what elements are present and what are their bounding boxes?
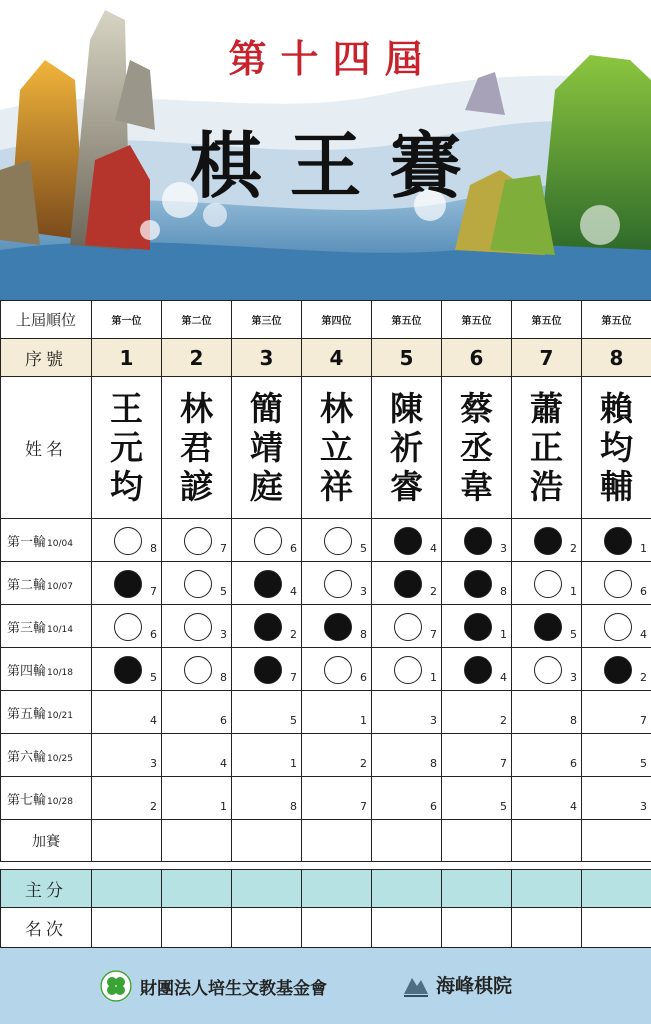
pairing-cell <box>92 734 162 777</box>
round-label: 第一輪 <box>7 534 47 550</box>
opponent-number: 8 <box>360 628 367 641</box>
seq-number: 3 <box>232 339 302 377</box>
opponent-number: 3 <box>570 671 577 684</box>
pairing-cell <box>92 777 162 820</box>
pairing-cell <box>302 519 372 562</box>
previous-rank-cell: 第五位 <box>372 301 442 339</box>
white-stone-icon <box>324 570 352 598</box>
player-name: 蕭正浩 <box>530 389 563 506</box>
black-stone-icon <box>604 656 632 684</box>
black-stone-icon <box>534 527 562 555</box>
white-stone-icon <box>604 570 632 598</box>
mountain-logo-icon <box>402 970 430 998</box>
gap-cell <box>1 862 651 870</box>
opponent-number: 8 <box>150 542 157 555</box>
pairing-cell <box>372 777 442 820</box>
previous-rank-cell: 第五位 <box>582 301 651 339</box>
opponent-number: 3 <box>220 628 227 641</box>
pairing-cell <box>442 734 512 777</box>
pairing-cell <box>302 777 372 820</box>
player-name: 蔡丞韋 <box>460 389 493 506</box>
opponent-number: 4 <box>290 585 297 598</box>
opponent-number: 4 <box>570 800 577 813</box>
opponent-number: 7 <box>640 714 647 727</box>
pairing-cell <box>302 691 372 734</box>
black-stone-icon <box>324 613 352 641</box>
opponent-number: 7 <box>290 671 297 684</box>
opponent-number: 8 <box>220 671 227 684</box>
round-label-cell <box>1 691 92 734</box>
white-stone-icon <box>184 656 212 684</box>
points-cell <box>442 870 512 908</box>
pairing-cell <box>512 519 582 562</box>
points-cell <box>92 870 162 908</box>
seq-number: 7 <box>512 339 582 377</box>
white-stone-icon <box>324 527 352 555</box>
previous-rank-cell: 第一位 <box>92 301 162 339</box>
sponsor-name: 財團法人培生文教基金會 <box>140 978 327 999</box>
round-date: 10/18 <box>47 667 73 678</box>
black-stone-icon <box>254 613 282 641</box>
pairing-cell <box>92 648 162 691</box>
opponent-number: 7 <box>150 585 157 598</box>
white-stone-icon <box>534 656 562 684</box>
opponent-number: 3 <box>360 585 367 598</box>
opponent-number: 2 <box>640 671 647 684</box>
opponent-number: 8 <box>290 800 297 813</box>
previous-rank-cell: 第五位 <box>442 301 512 339</box>
white-stone-icon <box>184 527 212 555</box>
pairing-cell <box>442 691 512 734</box>
black-stone-icon <box>254 570 282 598</box>
pairing-cell <box>232 562 302 605</box>
round-date: 10/25 <box>47 753 73 764</box>
previous-rank-cell: 第三位 <box>232 301 302 339</box>
pairing-cell <box>582 605 651 648</box>
place-cell <box>582 908 651 948</box>
pairing-cell <box>92 691 162 734</box>
opponent-number: 1 <box>430 671 437 684</box>
round-date: 10/28 <box>47 796 73 807</box>
opponent-number: 5 <box>290 714 297 727</box>
opponent-number: 6 <box>430 800 437 813</box>
playoff-label: 加賽 <box>1 820 92 862</box>
opponent-number: 5 <box>500 800 507 813</box>
opponent-number: 1 <box>570 585 577 598</box>
pairing-cell <box>442 519 512 562</box>
round-date: 10/14 <box>47 624 73 635</box>
player-name: 簡靖庭 <box>250 389 283 506</box>
player-name: 林立祥 <box>320 389 353 506</box>
pairing-cell <box>232 648 302 691</box>
points-cell <box>372 870 442 908</box>
pairing-cell <box>512 691 582 734</box>
previous-rank-cell: 第五位 <box>512 301 582 339</box>
points-cell <box>512 870 582 908</box>
go-hall <box>402 970 512 998</box>
opponent-number: 5 <box>570 628 577 641</box>
previous-rank-cell: 第二位 <box>162 301 232 339</box>
white-stone-icon <box>534 570 562 598</box>
opponent-number: 5 <box>360 542 367 555</box>
opponent-number: 6 <box>220 714 227 727</box>
round-row <box>1 648 651 691</box>
playoff-cell <box>302 820 372 862</box>
white-stone-icon <box>184 613 212 641</box>
player-name: 王元均 <box>110 389 143 506</box>
seq-number: 1 <box>92 339 162 377</box>
white-stone-icon <box>394 656 422 684</box>
previous-rank-row <box>1 301 651 339</box>
name-row <box>1 377 651 519</box>
points-cell <box>582 870 651 908</box>
pairing-cell <box>162 605 232 648</box>
round-date: 10/04 <box>47 538 73 549</box>
opponent-number: 1 <box>220 800 227 813</box>
pairing-cell <box>302 648 372 691</box>
opponent-number: 2 <box>290 628 297 641</box>
pairing-cell <box>512 648 582 691</box>
seq-number: 8 <box>582 339 651 377</box>
rounds-body <box>1 519 651 820</box>
pairing-cell <box>162 519 232 562</box>
pairing-cell <box>372 691 442 734</box>
place-row <box>1 908 651 948</box>
opponent-number: 4 <box>640 628 647 641</box>
opponent-number: 7 <box>500 757 507 770</box>
round-row <box>1 777 651 820</box>
round-row <box>1 562 651 605</box>
opponent-number: 2 <box>430 585 437 598</box>
seq-label: 序號 <box>1 339 92 377</box>
opponent-number: 4 <box>500 671 507 684</box>
round-label-cell <box>1 648 92 691</box>
player-name-cell <box>162 377 232 519</box>
round-label: 第七輪 <box>7 792 47 808</box>
opponent-number: 8 <box>500 585 507 598</box>
round-date: 10/07 <box>47 581 73 592</box>
pairing-cell <box>442 605 512 648</box>
pairing-cell <box>162 648 232 691</box>
footer <box>0 948 651 1024</box>
previous-rank-label: 上屆順位 <box>1 301 92 339</box>
player-name-cell <box>302 377 372 519</box>
playoff-cell <box>372 820 442 862</box>
round-label: 第五輪 <box>7 706 47 722</box>
round-label: 第二輪 <box>7 577 47 593</box>
pairing-cell <box>582 648 651 691</box>
playoff-cell <box>442 820 512 862</box>
round-label: 第六輪 <box>7 749 47 765</box>
name-label: 姓名 <box>1 377 92 519</box>
pairing-cell <box>92 519 162 562</box>
black-stone-icon <box>394 527 422 555</box>
seq-number: 2 <box>162 339 232 377</box>
opponent-number: 1 <box>500 628 507 641</box>
opponent-number: 5 <box>640 757 647 770</box>
opponent-number: 8 <box>430 757 437 770</box>
opponent-number: 5 <box>150 671 157 684</box>
opponent-number: 3 <box>640 800 647 813</box>
points-row <box>1 870 651 908</box>
place-label: 名次 <box>1 908 92 948</box>
opponent-number: 4 <box>430 542 437 555</box>
place-cell <box>162 908 232 948</box>
points-cell <box>302 870 372 908</box>
black-stone-icon <box>604 527 632 555</box>
round-date: 10/21 <box>47 710 73 721</box>
player-name: 陳祈睿 <box>390 389 423 506</box>
seq-number: 5 <box>372 339 442 377</box>
player-name-cell <box>92 377 162 519</box>
playoff-row <box>1 820 651 862</box>
round-row <box>1 605 651 648</box>
playoff-cell <box>162 820 232 862</box>
seq-number: 6 <box>442 339 512 377</box>
opponent-number: 6 <box>360 671 367 684</box>
playoff-cell <box>232 820 302 862</box>
playoff-cell <box>92 820 162 862</box>
player-name-cell <box>582 377 651 519</box>
tournament-edition: 第十四屆 <box>228 36 437 81</box>
pairing-cell <box>302 734 372 777</box>
round-label-cell <box>1 605 92 648</box>
pairing-cell <box>372 605 442 648</box>
pairing-cell <box>162 734 232 777</box>
place-cell <box>442 908 512 948</box>
white-stone-icon <box>254 527 282 555</box>
pairing-cell <box>162 777 232 820</box>
pairing-cell <box>302 605 372 648</box>
black-stone-icon <box>534 613 562 641</box>
opponent-number: 7 <box>220 542 227 555</box>
opponent-number: 6 <box>570 757 577 770</box>
playoff-cell <box>582 820 651 862</box>
player-name-cell <box>372 377 442 519</box>
white-stone-icon <box>114 613 142 641</box>
pairing-cell <box>302 562 372 605</box>
table-gap <box>1 862 651 870</box>
white-stone-icon <box>324 656 352 684</box>
white-stone-icon <box>394 613 422 641</box>
pairing-cell <box>232 519 302 562</box>
pairing-cell <box>512 605 582 648</box>
points-cell <box>232 870 302 908</box>
opponent-number: 1 <box>640 542 647 555</box>
playoff-cell <box>512 820 582 862</box>
pairing-cell <box>582 562 651 605</box>
black-stone-icon <box>464 656 492 684</box>
place-cell <box>232 908 302 948</box>
round-row <box>1 734 651 777</box>
seq-row <box>1 339 651 377</box>
opponent-number: 2 <box>500 714 507 727</box>
opponent-number: 7 <box>430 628 437 641</box>
pairing-cell <box>582 777 651 820</box>
pairing-cell <box>232 691 302 734</box>
pairing-cell <box>372 519 442 562</box>
pairing-cell <box>162 562 232 605</box>
pairing-cell <box>582 691 651 734</box>
pairing-cell <box>92 562 162 605</box>
black-stone-icon <box>464 613 492 641</box>
go-hall-name: 海峰棋院 <box>436 974 513 997</box>
black-stone-icon <box>254 656 282 684</box>
pairing-cell <box>512 734 582 777</box>
pairing-cell <box>372 734 442 777</box>
points-cell <box>162 870 232 908</box>
black-stone-icon <box>114 656 142 684</box>
pairing-cell <box>582 734 651 777</box>
round-label: 第四輪 <box>7 663 47 679</box>
black-stone-icon <box>114 570 142 598</box>
pairing-cell <box>162 691 232 734</box>
pairing-cell <box>92 605 162 648</box>
tournament-title: 棋王賽 <box>189 123 490 208</box>
pairing-cell <box>372 562 442 605</box>
black-stone-icon <box>464 570 492 598</box>
round-row <box>1 519 651 562</box>
round-label-cell <box>1 562 92 605</box>
white-stone-icon <box>114 527 142 555</box>
opponent-number: 4 <box>150 714 157 727</box>
points-label: 主分 <box>1 870 92 908</box>
place-cell <box>512 908 582 948</box>
opponent-number: 2 <box>150 800 157 813</box>
pairing-cell <box>442 777 512 820</box>
player-name: 賴均輔 <box>600 389 633 506</box>
white-stone-icon <box>184 570 212 598</box>
opponent-number: 4 <box>220 757 227 770</box>
place-cell <box>372 908 442 948</box>
opponent-number: 3 <box>430 714 437 727</box>
player-name-cell <box>232 377 302 519</box>
round-label: 第三輪 <box>7 620 47 636</box>
white-stone-icon <box>604 613 632 641</box>
place-cell <box>302 908 372 948</box>
opponent-number: 1 <box>290 757 297 770</box>
round-label-cell <box>1 519 92 562</box>
opponent-number: 2 <box>570 542 577 555</box>
player-name: 林君諺 <box>180 389 213 506</box>
player-name-cell <box>442 377 512 519</box>
place-cell <box>92 908 162 948</box>
round-row <box>1 691 651 734</box>
round-label-cell <box>1 777 92 820</box>
pairing-cell <box>232 734 302 777</box>
seq-number: 4 <box>302 339 372 377</box>
pairing-cell <box>442 562 512 605</box>
sponsor <box>100 970 327 1002</box>
opponent-number: 6 <box>290 542 297 555</box>
opponent-number: 6 <box>640 585 647 598</box>
pairing-cell <box>372 648 442 691</box>
opponent-number: 8 <box>570 714 577 727</box>
previous-rank-cell: 第四位 <box>302 301 372 339</box>
pairing-cell <box>232 605 302 648</box>
pairing-cell <box>442 648 512 691</box>
pairing-cell <box>582 519 651 562</box>
black-stone-icon <box>464 527 492 555</box>
black-stone-icon <box>394 570 422 598</box>
draw-table <box>0 300 651 948</box>
pairing-cell <box>512 777 582 820</box>
player-name-cell <box>512 377 582 519</box>
pairing-cell <box>232 777 302 820</box>
pairing-cell <box>512 562 582 605</box>
opponent-number: 6 <box>150 628 157 641</box>
opponent-number: 3 <box>500 542 507 555</box>
tournament-banner <box>0 0 651 300</box>
opponent-number: 7 <box>360 800 367 813</box>
opponent-number: 2 <box>360 757 367 770</box>
round-label-cell <box>1 734 92 777</box>
opponent-number: 1 <box>360 714 367 727</box>
clover-icon <box>100 970 132 1002</box>
opponent-number: 3 <box>150 757 157 770</box>
opponent-number: 5 <box>220 585 227 598</box>
